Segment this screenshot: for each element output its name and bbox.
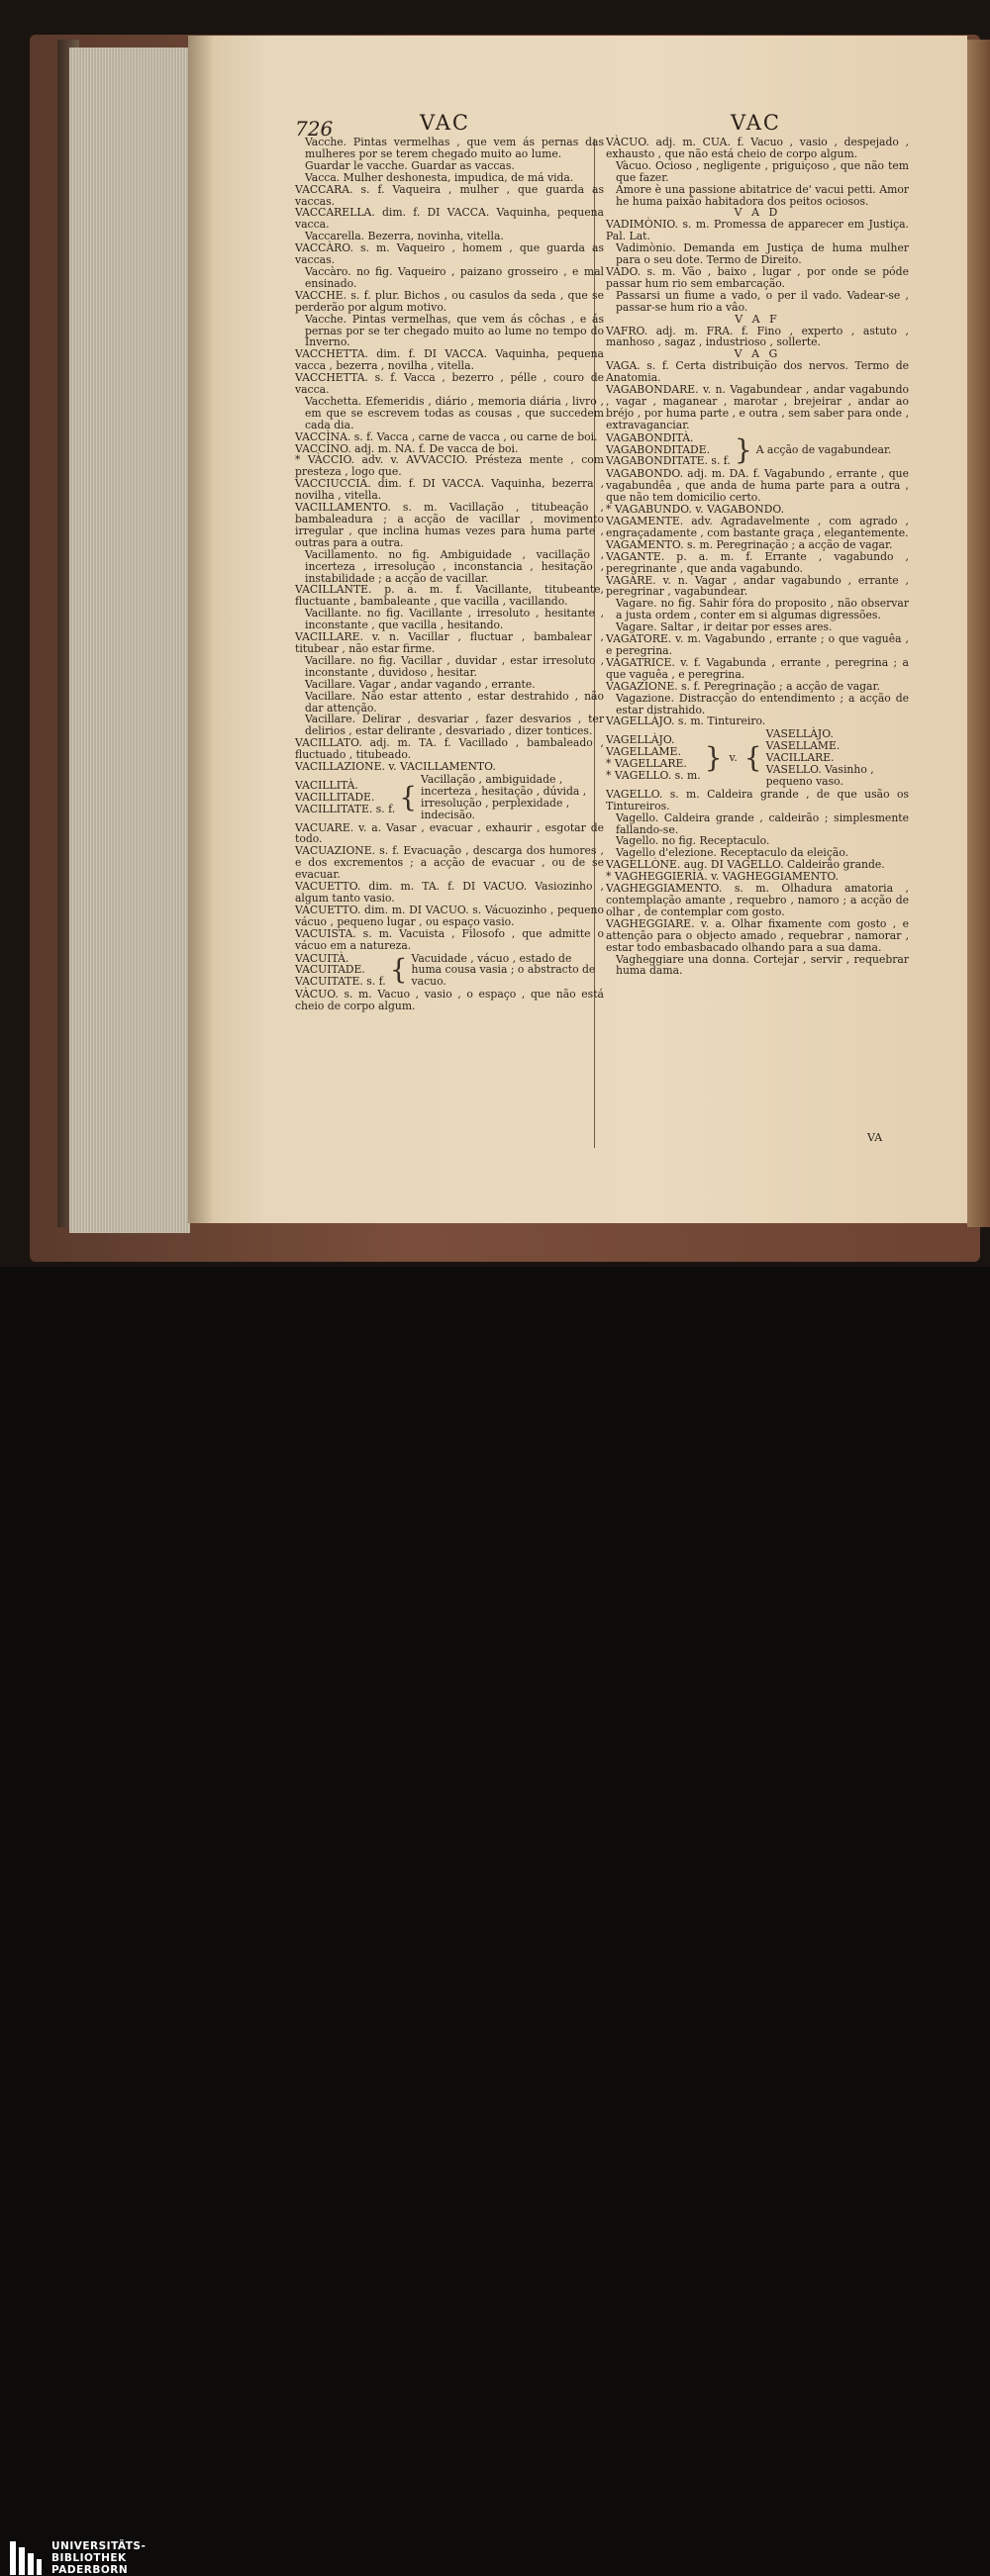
- library-name-line2: BIBLIOTHEK: [51, 2552, 127, 2564]
- headword: VACUITATE. s. f.: [295, 975, 386, 989]
- dictionary-entry: VACUAZIONE. s. f. Evacuação , descarga dos humores , e dos excrementos ; a acção de evacuar , ou de se evacuar.: [295, 844, 604, 882]
- dictionary-entry: VACCARELLA. dim. f. DI VACCA. Vaquinha, pequena vacca.: [295, 206, 604, 232]
- sub-entry: Vacillare. Vagar , andar vagando , errante.: [305, 677, 536, 691]
- headword: VAGELLAME.: [606, 745, 681, 759]
- brace-icon: }: [704, 741, 723, 775]
- brace-icon: {: [389, 953, 408, 987]
- section-heading: V A G: [734, 347, 781, 361]
- dictionary-entry: VAFRO. adj. m. FRA. f. Fino , experto , astuto , manhoso , sagaz , industrioso , sollerte.: [606, 324, 909, 349]
- headword: VACILLITATE. s. f.: [295, 802, 396, 815]
- sub-entry: Vagare. Saltar , ir deitar por esses ares.: [616, 620, 833, 634]
- running-header-right: VAC: [731, 111, 781, 135]
- brace-icon: }: [734, 432, 752, 466]
- dictionary-entry: VAGELLO. s. m. Caldeira grande , de que usão os Tintureiros.: [606, 787, 909, 812]
- dictionary-entry: VACCHETTA. dim. f. DI VACCA. Vaquinha, pequena vacca , bezerra , novilha , vitella.: [295, 347, 604, 373]
- dictionary-entry: VACCÌNA. s. f. Vacca , carne de vacca , ou carne de boi.: [295, 429, 598, 443]
- right-column: [606, 137, 909, 977]
- headword: VACILLARE.: [765, 751, 835, 765]
- right-bracket-group-1: [606, 432, 909, 468]
- sub-entry: Vacillare. no fig. Vacillar , duvidar , estar irresoluto , inconstante , duvidoso , hesitar.: [305, 653, 604, 679]
- footer-bar: [0, 1267, 990, 2576]
- left-bracket-group-1: [295, 774, 604, 821]
- dictionary-entry: VACUISTA. s. m. Vacuista , Filosofo , que admitte o vácuo em a natureza.: [295, 926, 604, 952]
- page-number: 726: [295, 117, 334, 141]
- page-edges: [69, 48, 190, 1233]
- sub-entry: Vadimònio. Demanda em Justiça de huma mulher para o seu dote. Termo de Direito.: [616, 241, 909, 267]
- headword: VAGABONDITATE. s. f.: [606, 454, 731, 468]
- right-bracket-group-2: [606, 728, 909, 788]
- dictionary-entry: VADO. s. m. Vão , baixo , lugar , por onde se póde passar hum rio sem embarcação.: [606, 264, 909, 290]
- section-heading: V A F: [735, 312, 780, 326]
- bracket-headwords: [606, 432, 731, 468]
- bracket-headwords: [295, 780, 395, 815]
- sub-entry: Vagello. Caldeira grande , caldeirão ; simplesmente fallando-se.: [616, 811, 909, 836]
- dictionary-entry: VAGATORE. v. m. Vagabundo , errante ; o que vaguêa , e peregrina.: [606, 632, 909, 657]
- sub-entry: Passarsi un fiume a vado, o per il vado. Vadear-se , passar-se hum rio a vâo.: [616, 288, 909, 314]
- sub-entry: Guardar le vacche. Guardar as vaccas.: [305, 158, 515, 172]
- section-heading: V A D: [734, 206, 781, 220]
- sub-entry: Vagello d'elezione. Receptaculo da eleição.: [616, 846, 849, 860]
- sub-entry: Vaccarella. Bezerra, novinha, vitella.: [305, 230, 504, 243]
- headword: VAGABONDITADE.: [606, 442, 711, 456]
- bracket-definition: Vacuidade , vácuo , estado de huma cousa vasia ; o abstracto de vacuo.: [411, 951, 596, 989]
- dictionary-entry: VAGELLÀJO. s. m. Tintureiro.: [606, 715, 766, 728]
- headword: VACILLITÀ.: [295, 778, 358, 792]
- dictionary-entry: * VAGHEGGIERÌA. v. VAGHEGGIAMENTO.: [606, 870, 840, 884]
- dictionary-entry: VAGELLÒNE. aug. DI VAGELLO. Caldeirão grande.: [606, 858, 885, 872]
- bracket-mid: v.: [729, 751, 738, 765]
- dictionary-entry: VACILLAMENTO. s. m. Vacillação , titubeação , bambaleadura ; a acção de vacillar , movimento irregular , que inclina humas vezes para huma parte , outras para a outra.: [295, 501, 604, 549]
- brace-icon: {: [399, 780, 418, 813]
- dictionary-entry: VAGHEGGIAMENTO. s. m. Olhadura amatoria , contemplação amante , requebro , namoro ; a acção de olhar , de contemplar com gosto.: [606, 882, 909, 918]
- dictionary-entry: VAGATRICE. v. f. Vagabunda , errante , peregrina ; a que vaguêa , e peregrina.: [606, 655, 909, 681]
- brace-icon: {: [743, 741, 762, 775]
- dictionary-entry: VACUETTO. dim. m. DI VACUO. s. Vácuozinho , pequeno vácuo , pequeno lugar , ou espaço vasio.: [295, 903, 604, 928]
- headword: VACUITÀ.: [295, 951, 349, 965]
- bracket-headwords: [606, 734, 701, 782]
- dictionary-entry: * VAGABUNDO. v. VAGABONDO.: [606, 503, 785, 517]
- dictionary-entry: VACILLANTE. p. a. m. f. Vacillante, titubeante, fluctuante , bambaleante , que vacilla , vacillando.: [295, 583, 604, 609]
- sub-entry: Vacchetta. Efemeridis , diário , memoria diária , livro , em que se escrevem todas as cousas , que succedem cada dia.: [305, 394, 604, 431]
- bracket-definition: A acção de vagabundear.: [755, 442, 892, 456]
- book-scan: [0, 0, 990, 1267]
- dictionary-entry: VACILLATO. adj. m. TA. f. Vacillado , bambaleado , fluctuado , titubeado.: [295, 736, 604, 762]
- sub-entry: Vaccàro. no fig. Vaqueiro , paizano grosseiro , e mal ensinado.: [305, 264, 604, 290]
- headword: VAGELLÀJO.: [606, 733, 675, 747]
- dictionary-entry: VAGA. s. f. Certa distribuição dos nervos. Termo de Anatomia.: [606, 359, 909, 385]
- gutter-shadow: [188, 36, 214, 1223]
- sub-entry: Vacca. Mulher deshonesta, impudica, de má vida.: [305, 170, 574, 184]
- right-entries-a: [606, 137, 909, 431]
- dictionary-entry: VAGHEGGIARE. v. a. Olhar fixamente com gosto , e attenção para o objecto amado , requebrar , namorar , estar todo embasbacado olhando para a sua dama.: [606, 916, 909, 954]
- headword: VASELLÀJO.: [765, 727, 834, 741]
- bracket-targets: [766, 728, 909, 788]
- dictionary-entry: VAGAMENTE. adv. Agradavelmente , com agrado , engraçadamente , com bastante graça , elegantemente.: [606, 515, 909, 539]
- bracket-headwords: [295, 953, 386, 989]
- library-logo-icon: [10, 2541, 42, 2575]
- dictionary-entry: VACILLAZIONE. v. VACILLAMENTO.: [295, 760, 496, 774]
- left-entries-a: [295, 137, 604, 773]
- sub-entry: Vacillamento. no fig. Ambiguidade , vacillação , incerteza , irresolução , inconstancia , hesitação , instabilidade ; a acção de vacillar.: [305, 547, 604, 585]
- sub-entry: Vàcuo. Ocioso , negligente , priguiçoso , que não tem que fazer.: [616, 158, 909, 184]
- running-header-left: VAC: [420, 111, 470, 135]
- right-page-edge: [967, 40, 990, 1227]
- right-entries-b: [606, 468, 909, 727]
- sub-entry: Vagello. no fig. Receptaculo.: [616, 834, 770, 848]
- headword: VASELLAME.: [765, 739, 841, 753]
- dictionary-entry: VACILLARE. v. n. Vacillar , fluctuar , bambalear , titubear , não estar firme.: [295, 630, 604, 655]
- dictionary-entry: VAGANTE. p. a. m. f. Errante , vagabundo , peregrinante , que anda vagabundo.: [606, 549, 909, 575]
- right-entries-c: [606, 789, 909, 978]
- sub-entry: Vacillante. no fig. Vacillante , irresoluto , hesitante , inconstante , que vacilla , hesitando.: [305, 607, 604, 632]
- dictionary-entry: * VÀCCIO. adv. v. AVVACCIO. Présteza mente , com presteza , logo que.: [295, 453, 604, 479]
- dictionary-entry: VAGAZIONE. s. f. Peregrinação ; a acção de vagar.: [606, 679, 880, 693]
- headword: * VAGELLARE.: [606, 757, 687, 771]
- sub-entry: Vacche. Pintas vermelhas , que vem ás pernas das mulheres por se terem chegado muito ao lume.: [305, 136, 604, 160]
- library-name-line3: PADERBORN: [51, 2564, 129, 2576]
- catchword: VA: [867, 1131, 883, 1144]
- dictionary-entry: VÀCUO. s. m. Vacuo , vasio , o espaço , que não está cheio de corpo algum.: [295, 988, 604, 1013]
- dictionary-entry: VACCHE. s. f. plur. Bichos , ou casulos da seda , que se perderão por algum motivo.: [295, 288, 604, 314]
- left-entries-b: [295, 822, 604, 952]
- dictionary-entry: VAGAMENTO. s. m. Peregrinação ; a acção de vagar.: [606, 537, 893, 551]
- library-name: [51, 2540, 146, 2576]
- dictionary-entry: VACCIUCCIA. dim. f. DI VACCA. Vaquinha, bezerra , novilha , vitella.: [295, 477, 604, 503]
- sub-entry: Vacche. Pintas vermelhas, que vem ás côchas , e ás pernas por se ter chegado muito ao lume no tempo do Inverno.: [305, 312, 604, 349]
- library-name-line1: UNIVERSITÄTS-: [51, 2540, 147, 2552]
- dictionary-entry: VÀCUO. adj. m. CUA. f. Vacuo , vasio , despejado , exhausto , que não está cheio de corpo algum.: [606, 136, 909, 160]
- sub-entry: Vacillare. Delirar , desvariar , fazer desvarios , ter delirios , estar delirante , desvariado , dizer tontices.: [305, 713, 604, 738]
- dictionary-entry: VACCHETTA. s. f. Vacca , bezerro , pélle , couro de vacca.: [295, 371, 604, 397]
- left-entries-c: [295, 989, 604, 1012]
- left-column: [295, 137, 604, 1012]
- sub-entry: Vacillare. Não estar attento , estar destrahido , não dar attenção.: [305, 689, 604, 715]
- dictionary-entry: VACCÌNO. adj. m. NA. f. De vacca de boi.: [295, 441, 519, 455]
- dictionary-entry: VAGABONDO. adj. m. DA. f. Vagabundo , errante , que vagabundêa , que anda de huma parte para a outra , que não tem domicilio certo.: [606, 467, 909, 505]
- dictionary-entry: VACUETTO. dim. m. TA. f. DI VACUO. Vasiozinho , algum tanto vasio.: [295, 880, 604, 905]
- headword: VACUITADE.: [295, 963, 365, 977]
- dictionary-entry: VAGARE. v. n. Vagar , andar vagabundo , errante , peregrinar , vagabundear.: [606, 573, 909, 599]
- sub-entry: Vagheggiare una donna. Cortejar , servir , requebrar huma dama.: [616, 952, 909, 978]
- bracket-definition: Vacillação , ambiguidade , incerteza , hesitação , dúvida , irresolução , perplexidade , indecisão.: [421, 772, 587, 821]
- dictionary-entry: VACUARE. v. a. Vasar , evacuar , exhaurir , esgotar de todo.: [295, 820, 604, 846]
- headword: VASELLO. Vasinho , pequeno vaso.: [765, 763, 874, 788]
- sub-entry: Vagare. no fig. Sahir fóra do proposito , não observar a justa ordem , conter em si algumas digressões.: [616, 597, 909, 622]
- left-bracket-group-2: [295, 953, 604, 989]
- dictionary-entry: VADIMÒNIO. s. m. Promessa de apparecer em Justiça. Pal. Lat.: [606, 218, 909, 243]
- headword: VAGABONDITÀ.: [606, 430, 694, 444]
- sub-entry: Vagazione. Distracção do entendimento ; a acção de estar distrahido.: [616, 691, 909, 716]
- headword: VACILLITADE.: [295, 790, 375, 804]
- dictionary-entry: VACCARA. s. f. Vaqueira , mulher , que guarda as vaccas.: [295, 182, 604, 208]
- dictionary-entry: VAGABONDARE. v. n. Vagabundear , andar vagabundo , vagar , maganear , marotar , brejeirar , andar ao bréjo , por huma parte , e outra , sem saber para onde , extravaganciar.: [606, 383, 909, 431]
- sub-entry: Amore è una passione abitatrice de' vacui petti. Amor he huma paixão habitadora dos peitos ociosos.: [616, 182, 909, 208]
- dictionary-entry: VACCÀRO. s. m. Vaqueiro , homem , que guarda as vaccas.: [295, 241, 604, 267]
- headword: * VAGELLO. s. m.: [606, 768, 701, 782]
